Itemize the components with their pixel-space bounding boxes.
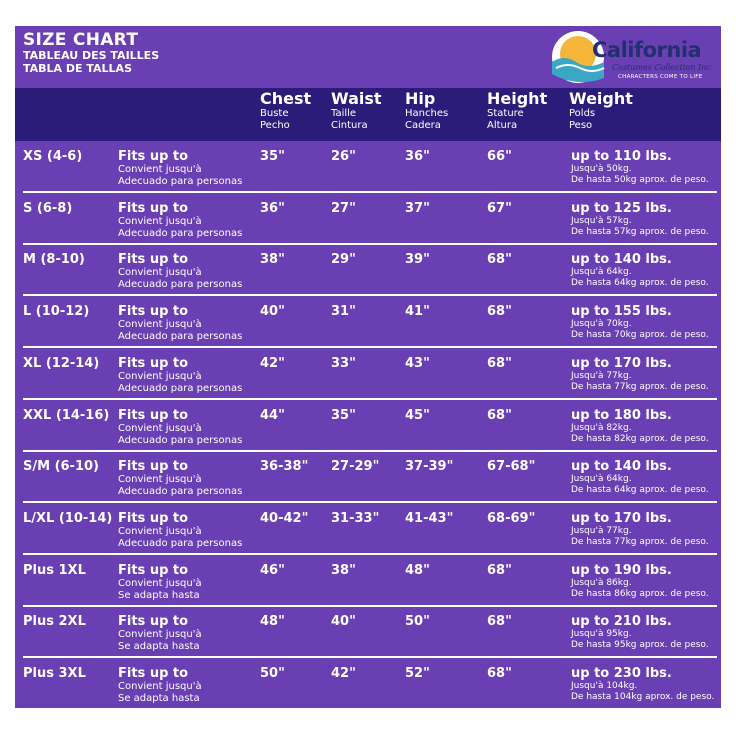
height-value: 68" bbox=[487, 304, 512, 320]
fits-fr: Convient jusqu'à bbox=[118, 681, 202, 692]
header-height-en: Height bbox=[487, 89, 548, 108]
chest-value: 44" bbox=[260, 407, 285, 423]
waist-value: 42" bbox=[331, 666, 356, 681]
fits-fr: Convient jusqu'à bbox=[118, 215, 202, 227]
waist-value: 38" bbox=[331, 562, 356, 578]
california-costumes-logo bbox=[548, 28, 720, 86]
weight-es: De hasta 77kg aprox. de peso. bbox=[571, 536, 709, 547]
header-height bbox=[487, 89, 547, 132]
weight-en: up to 155 lbs. bbox=[571, 304, 672, 320]
fits-en: Fits up to bbox=[118, 614, 189, 630]
weight-en: up to 125 lbs. bbox=[571, 200, 672, 216]
waist-value: 26" bbox=[331, 149, 356, 164]
size-label: XS (4-6) bbox=[23, 149, 83, 164]
height-value: 68-69" bbox=[487, 510, 536, 526]
weight-es: De hasta 95kg aprox. de peso. bbox=[571, 640, 709, 651]
fits-en: Fits up to bbox=[118, 510, 189, 526]
header-hip-fr: Hanches bbox=[405, 108, 449, 119]
weight-en: up to 230 lbs. bbox=[571, 666, 672, 681]
weight-text bbox=[571, 459, 709, 496]
hip-value: 48" bbox=[405, 562, 430, 578]
header-weight-fr: Polds bbox=[569, 108, 596, 119]
table-row bbox=[15, 451, 721, 503]
size-label: L (10-12) bbox=[23, 304, 90, 320]
weight-en: up to 110 lbs. bbox=[571, 149, 672, 164]
fits-text bbox=[118, 459, 242, 498]
header-weight bbox=[569, 89, 633, 132]
fits-text bbox=[118, 201, 242, 240]
header-chest-en: Chest bbox=[260, 89, 312, 108]
chest-value: 40-42" bbox=[260, 510, 309, 526]
weight-fr: Jusqu'à 70kg. bbox=[571, 319, 632, 330]
weight-text bbox=[571, 356, 709, 393]
hip-value: 50" bbox=[405, 614, 430, 630]
fits-text bbox=[118, 149, 242, 188]
waist-value: 31" bbox=[331, 304, 356, 320]
weight-fr: Jusqu'à 64kg. bbox=[571, 267, 632, 278]
fits-es: Adecuado para personas bbox=[118, 434, 243, 446]
logo-tagline: CHARACTERS COME TO LIFE bbox=[618, 74, 703, 80]
weight-fr: Jusqu'à 82kg. bbox=[571, 422, 632, 433]
header-weight-es: Peso bbox=[569, 120, 593, 131]
header-chest-es: Pecho bbox=[260, 120, 290, 131]
height-value: 67" bbox=[487, 200, 512, 216]
height-value: 66" bbox=[487, 149, 512, 164]
hip-value: 36" bbox=[405, 149, 430, 164]
header-hip-en: Hip bbox=[405, 89, 436, 108]
fits-text bbox=[118, 252, 242, 291]
hip-value: 43" bbox=[405, 355, 430, 371]
size-label: XXL (14-16) bbox=[23, 407, 110, 423]
fits-es: Adecuado para personas bbox=[118, 382, 243, 394]
height-value: 68" bbox=[487, 407, 512, 423]
table-row bbox=[15, 555, 721, 607]
fits-text bbox=[118, 666, 202, 705]
fits-fr: Convient jusqu'à bbox=[118, 164, 202, 175]
fits-es: Se adapta hasta bbox=[118, 693, 200, 704]
table-row bbox=[15, 296, 721, 348]
waist-value: 29" bbox=[331, 252, 356, 268]
weight-en: up to 140 lbs. bbox=[571, 252, 672, 268]
size-label: XL (12-14) bbox=[23, 355, 100, 371]
weight-fr: Jusqu'à 77kg. bbox=[571, 370, 632, 381]
weight-es: De hasta 77kg aprox. de peso. bbox=[571, 381, 709, 392]
header-waist-en: Waist bbox=[331, 89, 382, 108]
hip-value: 39" bbox=[405, 252, 430, 268]
chest-value: 35" bbox=[260, 149, 285, 164]
chest-value: 40" bbox=[260, 304, 285, 320]
size-chart-panel bbox=[15, 26, 721, 708]
waist-value: 31-33" bbox=[331, 510, 380, 526]
hip-value: 37" bbox=[405, 200, 430, 216]
weight-fr: Jusqu'à 77kg. bbox=[571, 525, 632, 536]
height-value: 68" bbox=[487, 666, 512, 681]
size-label: S (6-8) bbox=[23, 200, 73, 216]
weight-en: up to 210 lbs. bbox=[571, 614, 672, 630]
logo-subtitle: Costumes Collection Inc. bbox=[612, 63, 714, 72]
header-waist-es: Cintura bbox=[331, 120, 368, 131]
fits-fr: Convient jusqu'à bbox=[118, 370, 202, 382]
header-chest bbox=[260, 89, 311, 132]
header-height-es: Altura bbox=[487, 120, 518, 131]
fits-fr: Convient jusqu'à bbox=[118, 525, 202, 537]
weight-text bbox=[571, 149, 709, 186]
title-spanish: TABLA DE TALLAS bbox=[23, 62, 132, 75]
weight-fr: Jusqu'à 64kg. bbox=[571, 474, 632, 485]
table-row bbox=[15, 193, 721, 245]
fits-text bbox=[118, 304, 242, 343]
weight-fr: Jusqu'à 95kg. bbox=[571, 629, 632, 640]
size-label: L/XL (10-14) bbox=[23, 510, 113, 526]
weight-text bbox=[571, 511, 709, 548]
weight-text bbox=[571, 614, 709, 651]
weight-es: De hasta 104kg aprox. de peso. bbox=[571, 692, 715, 702]
header-height-fr: Stature bbox=[487, 108, 524, 119]
hip-value: 41-43" bbox=[405, 510, 454, 526]
fits-en: Fits up to bbox=[118, 252, 189, 268]
fits-en: Fits up to bbox=[118, 149, 189, 164]
weight-fr: Jusqu'à 104kg. bbox=[571, 681, 638, 691]
fits-en: Fits up to bbox=[118, 355, 189, 371]
fits-es: Adecuado para personas bbox=[118, 331, 243, 343]
weight-es: De hasta 50kg aprox. de peso. bbox=[571, 175, 709, 185]
fits-es: Adecuado para personas bbox=[118, 176, 243, 187]
table-row bbox=[15, 400, 721, 452]
chart-titles bbox=[23, 31, 159, 75]
fits-en: Fits up to bbox=[118, 407, 189, 423]
table-header bbox=[15, 88, 721, 141]
title-english: SIZE CHART bbox=[23, 30, 139, 50]
weight-en: up to 190 lbs. bbox=[571, 562, 672, 578]
waist-value: 27" bbox=[331, 200, 356, 216]
height-value: 68" bbox=[487, 252, 512, 268]
weight-es: De hasta 64kg aprox. de peso. bbox=[571, 485, 709, 496]
fits-fr: Convient jusqu'à bbox=[118, 422, 202, 434]
weight-es: De hasta 70kg aprox. de peso. bbox=[571, 330, 709, 341]
weight-text bbox=[571, 252, 709, 289]
weight-fr: Jusqu'à 50kg. bbox=[571, 164, 632, 174]
logo-brand: California bbox=[592, 38, 702, 62]
hip-value: 52" bbox=[405, 666, 430, 681]
size-label: Plus 1XL bbox=[23, 562, 86, 578]
header-hip bbox=[405, 89, 448, 132]
fits-en: Fits up to bbox=[118, 562, 189, 578]
fits-fr: Convient jusqu'à bbox=[118, 629, 202, 641]
fits-text bbox=[118, 614, 202, 653]
header-weight-en: Weight bbox=[569, 89, 633, 108]
waist-value: 35" bbox=[331, 407, 356, 423]
weight-text bbox=[571, 666, 714, 703]
weight-en: up to 170 lbs. bbox=[571, 355, 672, 371]
chest-value: 48" bbox=[260, 614, 285, 630]
fits-fr: Convient jusqu'à bbox=[118, 319, 202, 331]
waist-value: 40" bbox=[331, 614, 356, 630]
table-row bbox=[15, 606, 721, 658]
weight-en: up to 140 lbs. bbox=[571, 459, 672, 475]
height-value: 68" bbox=[487, 562, 512, 578]
fits-text bbox=[118, 563, 202, 602]
fits-en: Fits up to bbox=[118, 459, 189, 475]
fits-es: Adecuado para personas bbox=[118, 227, 243, 239]
table-row bbox=[15, 503, 721, 555]
weight-fr: Jusqu'à 86kg. bbox=[571, 577, 632, 588]
height-value: 68" bbox=[487, 614, 512, 630]
title-french: TABLEAU DES TAILLES bbox=[23, 49, 160, 62]
fits-fr: Convient jusqu'à bbox=[118, 267, 202, 279]
fits-fr: Convient jusqu'à bbox=[118, 474, 202, 486]
weight-fr: Jusqu'à 57kg. bbox=[571, 215, 632, 226]
table-row bbox=[15, 348, 721, 400]
table-row bbox=[15, 244, 721, 296]
fits-es: Adecuado para personas bbox=[118, 486, 243, 498]
fits-text bbox=[118, 408, 242, 447]
fits-text bbox=[118, 356, 242, 395]
fits-fr: Convient jusqu'à bbox=[118, 577, 202, 589]
height-value: 68" bbox=[487, 355, 512, 371]
weight-en: up to 180 lbs. bbox=[571, 407, 672, 423]
header-waist-fr: Taille bbox=[331, 108, 357, 119]
waist-value: 27-29" bbox=[331, 459, 380, 475]
chest-value: 50" bbox=[260, 666, 285, 681]
weight-es: De hasta 86kg aprox. de peso. bbox=[571, 588, 709, 599]
waist-value: 33" bbox=[331, 355, 356, 371]
weight-es: De hasta 64kg aprox. de peso. bbox=[571, 278, 709, 289]
fits-en: Fits up to bbox=[118, 200, 189, 216]
hip-value: 45" bbox=[405, 407, 430, 423]
weight-text bbox=[571, 304, 709, 341]
chest-value: 42" bbox=[260, 355, 285, 371]
height-value: 67-68" bbox=[487, 459, 536, 475]
chest-value: 36" bbox=[260, 200, 285, 216]
weight-en: up to 170 lbs. bbox=[571, 510, 672, 526]
size-label: Plus 2XL bbox=[23, 614, 86, 630]
table-row bbox=[15, 658, 721, 708]
size-label: Plus 3XL bbox=[23, 666, 86, 681]
chest-value: 38" bbox=[260, 252, 285, 268]
weight-es: De hasta 82kg aprox. de peso. bbox=[571, 433, 709, 444]
weight-text bbox=[571, 201, 709, 238]
fits-es: Adecuado para personas bbox=[118, 279, 243, 291]
fits-es: Adecuado para personas bbox=[118, 537, 243, 549]
fits-en: Fits up to bbox=[118, 304, 189, 320]
size-label: M (8-10) bbox=[23, 252, 85, 268]
fits-en: Fits up to bbox=[118, 666, 189, 681]
fits-es: Se adapta hasta bbox=[118, 589, 200, 601]
header-chest-fr: Buste bbox=[260, 108, 289, 119]
chest-value: 46" bbox=[260, 562, 285, 578]
weight-text bbox=[571, 408, 709, 445]
hip-value: 37-39" bbox=[405, 459, 454, 475]
fits-text bbox=[118, 511, 242, 550]
table-row bbox=[15, 141, 721, 193]
header-waist bbox=[331, 89, 382, 132]
weight-es: De hasta 57kg aprox. de peso. bbox=[571, 226, 709, 237]
header-hip-es: Cadera bbox=[405, 120, 441, 131]
weight-text bbox=[571, 563, 709, 600]
hip-value: 41" bbox=[405, 304, 430, 320]
chest-value: 36-38" bbox=[260, 459, 309, 475]
fits-es: Se adapta hasta bbox=[118, 641, 200, 653]
size-label: S/M (6-10) bbox=[23, 459, 99, 475]
